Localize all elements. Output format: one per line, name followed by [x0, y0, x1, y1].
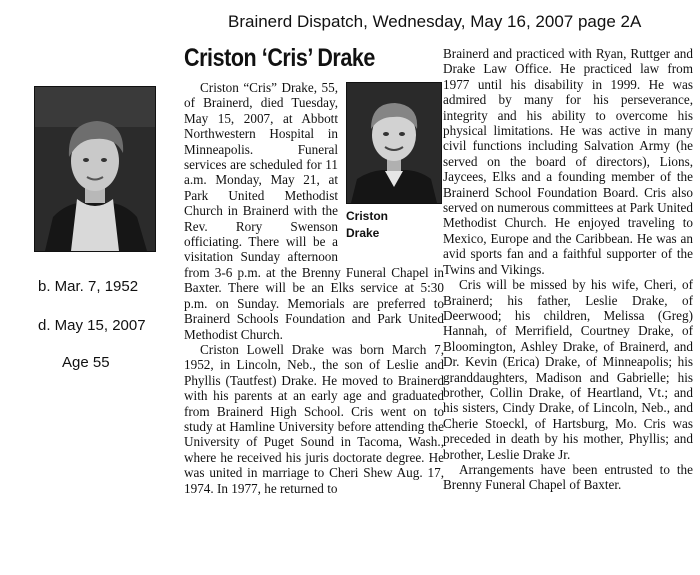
paragraph-arrangements: Arrangements have been entrusted to the Brenny Funeral Chapel of Baxter. [443, 461, 693, 493]
photo-caption [346, 208, 444, 242]
article-column-1 [184, 80, 444, 496]
paragraph-survivors: Cris will be missed by his wife, Cheri, of Brainerd; his father, Leslie Drake, of Deerwood; his children, Melissa (Greg) Hannah, of Merrifield, Courtney Drake, of Bloomington, Ashley Drake, of Brainerd, and Dr. Kevin (Erica) Drake, of Minneapolis; his granddaughters, Madison and Gabrielle; his brother, Collin Drake, of Heartland, Vt.; and his sisters, Cindy Drake, of Lincoln, Neb., and Cherie Stoeckl, of Hartsburg, Mo. Cris was preceded in death by his mother, Phyllis; and brother, Leslie Drake Jr. [443, 277, 693, 462]
birth-date: b. Mar. 7, 1952 [38, 278, 139, 295]
paragraph-announcement: Criston “Cris” Drake, 55, of Brainerd, died Tuesday, May 15, 2007, at Abbott Northwestern Hospital in Minneapolis. Funeral services are scheduled for 11 a.m. Monday, May 21, at Park United Methodist Church in Brainerd with the Rev. Rory Swenson officiating. There will be a visitation Sunday afternoon from 3-6 p.m. at the Brenny Funeral Chapel in Baxter. There will be an Elks service at 5:30 p.m. on Sunday. Memorials are preferred to Brainerd Schools Foundation and Park United Methodist Church. [184, 80, 444, 342]
photo-caption-first-name: Criston [346, 209, 388, 223]
portrait-photo [34, 86, 156, 252]
article-column-2 [443, 46, 693, 493]
inline-portrait-photo [346, 82, 442, 204]
obituary-title: Criston ‘Cris’ Drake [184, 44, 375, 72]
age: Age 55 [62, 354, 110, 371]
paragraph-biography: Criston Lowell Drake was born March 7, 1952, in Lincoln, Neb., the son of Leslie and Phyllis (Tautfest) Drake. He moved to Brainerd with his parents at an early age and graduated from Brainerd High School. Cris went on to study at Hamline University before attending the University of Puget Sound in Tacoma, Wash., where he received his juris doctorate degree. He was united in marriage to Cheri Shew Aug. 17, 1974. In 1977, he returned to [184, 341, 444, 496]
death-date: d. May 15, 2007 [38, 317, 146, 334]
paragraph-career: Brainerd and practiced with Ryan, Ruttger and Drake Law Office. He practiced law from 1977 until his disability in 1999. He was admired by many for his perseverance, integrity and his ability to overcome his physical limitations. He was active in many civil functions including Salvation Army (he served on the board of directors), Lions, Jaycees, Elks and a founding member of the Brainerd School Foundation Board. Cris also served on numerous committees at Park United Methodist Church. He enjoyed traveling to Mexico, Europe and the Caribbean. He was an avid sports fan and a faithful supporter of the Twins and Vikings. [443, 46, 693, 277]
newspaper-header: Brainerd Dispatch, Wednesday, May 16, 2007 page 2A [228, 12, 642, 31]
inline-photo-block [346, 82, 444, 250]
photo-caption-last-name: Drake [346, 226, 380, 240]
